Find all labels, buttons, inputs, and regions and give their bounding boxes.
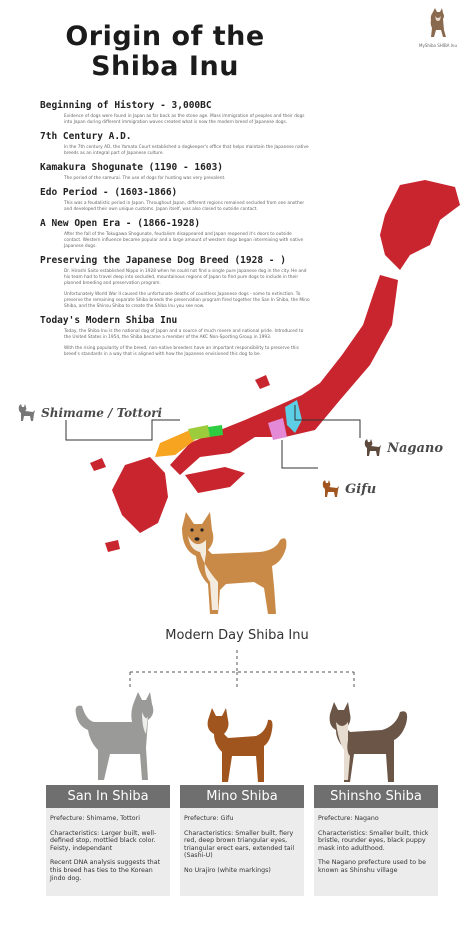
timeline-text: Today, the Shiba Inu is the national dog of Japan and a source of much revere and national pride. Introduced to the United States in 1954, the Shiba became a member of the AKC Non-Sporting Group in 1993.	[64, 329, 304, 340]
breed-card-mino	[180, 785, 304, 896]
breed-prefecture: Prefecture: Gifu	[184, 815, 234, 822]
breed-characteristics: Characteristics: Smaller built, thick bristle, rounder eyes, black puppy mask into adulthood.	[318, 829, 429, 852]
timeline-heading: Edo Period - (1603-1866)	[40, 187, 178, 198]
breed-details	[50, 815, 168, 889]
mino-shiba-image	[200, 706, 280, 786]
timeline-text: Unfortunately World War II caused the unfortunate deaths of countless Japanese dogs - some to extinction. To preserve the remaining separate Shiba breeds the preservation program fired together the San In Shiba, the Mino Shiba, and the Shinsu Shiba to create the Shiba Inu you see now.	[64, 292, 310, 309]
timeline-text: Evidence of dogs were found in Japan as far back as the stone age. Mass immigration of peoples and their dogs into Japan during different immigration waves created what is now the modern breed of Japanese dogs.	[64, 114, 305, 125]
timeline-text: This was a feudalistic period in Japan. Throughout Japan, different regions remained secluded from one another and developed their own unique customs. Japan itself, was also closed to outside contact.	[64, 201, 305, 212]
breed-characteristics: Characteristics: Larger built, well-defined stop, mottled black color. Feisty, independant	[50, 829, 157, 852]
timeline-text: After the fall of the Tokugawa Shogunate, feudalism disappeared and Japan reopened it's doors to outside contact. Western influence became popular and a large amount of western dogs began intermixing with native Japanese dogs.	[64, 232, 304, 249]
region-label-nagano: Nagano	[387, 441, 444, 456]
title-line-2: Shiba Inu	[91, 51, 239, 82]
logo-caption: MyShiba SHIBA Inu	[419, 43, 457, 48]
breed-note: The Nagano prefecture used to be known as Shinshu village	[318, 859, 426, 874]
timeline-heading: Kamakura Shogunate (1190 - 1603)	[40, 162, 224, 173]
region-label-shimame-tottori: Shimame / Tottori	[41, 406, 163, 420]
breed-name: San In Shiba	[46, 785, 170, 808]
timeline-heading: A New Open Era - (1866-1928)	[40, 218, 201, 229]
breed-prefecture: Prefecture: Shimame, Tottori	[50, 815, 140, 822]
breed-name: Shinsho Shiba	[314, 785, 438, 808]
breed-characteristics: Characteristics: Smaller built, fiery red, deep brown triangular eyes, triangular erect ears, extended tail (Sashi-U)	[184, 829, 295, 860]
shinsho-shiba-image	[318, 700, 418, 786]
san-in-shiba-image	[72, 692, 172, 784]
timeline-text: In the 7th century AD, the Yamato Court established a dogkeeper's office that helps maintain the Japanese native breeds as an integral part of Japanese culture.	[64, 145, 309, 156]
region-label-gifu: Gifu	[345, 482, 377, 497]
timeline-heading: Preserving the Japanese Dog Breed (1928 - )	[40, 255, 286, 266]
timeline-heading: Beginning of History - 3,000BC	[40, 100, 212, 111]
breed-note: No Urajiro (white markings)	[184, 866, 271, 874]
title-line-1: Origin of the	[65, 21, 265, 52]
breed-card-san-in	[46, 785, 170, 896]
breed-card-shinsho	[314, 785, 438, 896]
timeline-heading: Today's Modern Shiba Inu	[40, 315, 178, 326]
timeline-text: Dr. Hiroshi Saito established Nippo in 1928 when he could not find a single pure Japanese dog in the city. He and his team had to travel deep into secluded, mountainous regions of Japan to find pure dogs to include in their planned breeding and preservation program.	[64, 269, 307, 286]
breed-details	[318, 815, 436, 882]
breed-prefecture: Prefecture: Nagano	[318, 815, 379, 822]
timeline-text: With the rising popularity of the breed, non-native breeders have an important responsibility to preserve this breed's standards in a way that is aligned with how the Japanese envisioned this dog to be.	[64, 346, 299, 357]
breed-details	[184, 815, 302, 882]
timeline-text: The period of the samurai. The use of dogs for hunting was very prevalent.	[64, 176, 226, 181]
timeline-heading: 7th Century A.D.	[40, 131, 132, 142]
breed-name: Mino Shiba	[180, 785, 304, 808]
modern-day-label: Modern Day Shiba Inu	[165, 628, 309, 643]
breed-note: Recent DNA analysis suggests that this breed has ties to the Korean Jindo dog.	[50, 859, 161, 882]
